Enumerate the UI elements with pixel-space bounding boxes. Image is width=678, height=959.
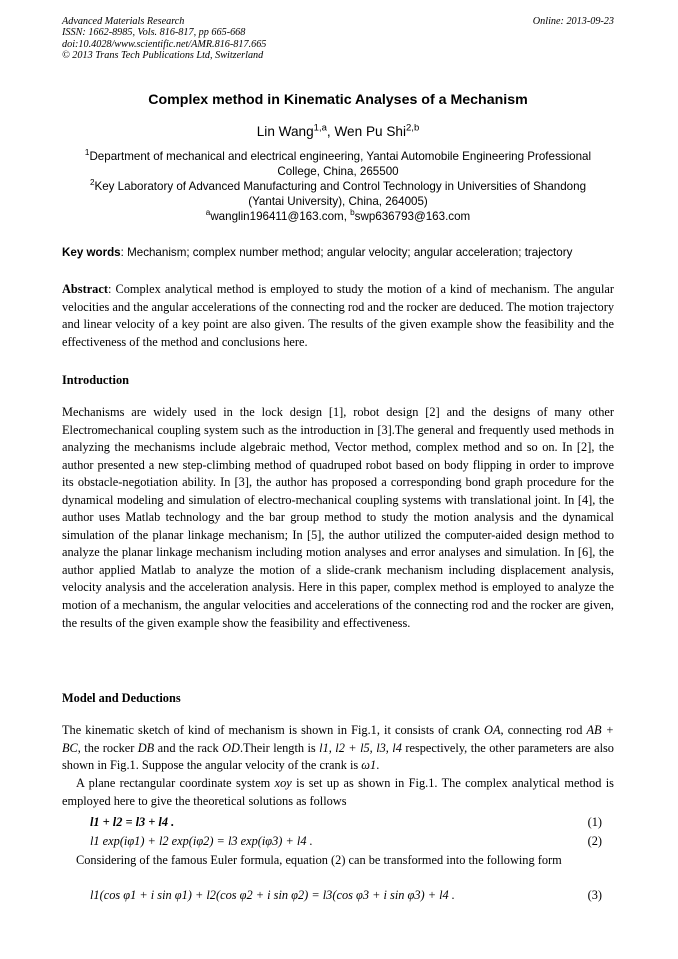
model-paragraph-2 bbox=[62, 775, 614, 810]
text-run: .Their length is bbox=[239, 740, 320, 755]
affiliation-text: (Yantai University), China, 264005) bbox=[248, 194, 428, 208]
author-sup: 1,a bbox=[313, 122, 327, 134]
affiliation-text: Department of mechanical and electrical engineering, Yantai Automobile Engineering Professional bbox=[89, 150, 592, 163]
equation-3 bbox=[62, 888, 614, 906]
keywords-label: Key words bbox=[62, 246, 121, 259]
author-sup: 2,b bbox=[406, 122, 420, 134]
section-heading-model: Model and Deductions bbox=[62, 691, 181, 705]
introduction-paragraph: Mechanisms are widely used in the lock design [1], robot design [2] and the designs of many other Electromechanical coupling system such as the introduction in [3].The general and frequently used methods in analyzing the mechanisms include algebraic method, Vector method, complex method and so on. In [2], the author presented a new step-climbing method of quadruped robot based on body flipping in order to improve its obstacle-negotiation ability. In [3], the author has proposed a corresponding bond graph procedure for the dynamical modeling and simulation of electro-mechanical coupling systems with translational joint. In [4], the author uses Matlab technology and the bar group method to study the motion analysis and the dynamical simulation of the planar linkage mechanism; In [5], the author utilized the computer-aided design method to analyze the planar linkage mechanism including motion analyses and error analyses and simulation. In [6], the author applied Matlab to analyze the motion of a slide-crank mechanism including displacement analysis, velocity analysis and the acceleration analysis. Here in this paper, complex method is employed to analyze the motion of a mechanism, the angular velocities and accelerations of the connecting rod and the rocker are given, the results of the given example show the feasibility and effectiveness. bbox=[62, 405, 614, 630]
abstract-text: : Complex analytical method is employed to study the motion of a kind of mechanism. The angular velocities and the angular accelerations of the connecting rod and the rocker are deduced. The motion trajectory and linear velocity of a key point are also given. The results of the given example show the feasibility and the effectiveness of the method and conclusions here. bbox=[62, 282, 614, 349]
email-line bbox=[62, 210, 614, 225]
email-sup: a bbox=[205, 208, 211, 218]
equation-expression: l1(cos φ1 + i sin φ1) + l2(cos φ2 + i sin φ2) = l3(cos φ3 + i sin φ3) + l4 . bbox=[90, 888, 455, 902]
text-run: respectively, the other parameters are also shown in Fig.1. Suppose the angular velocity of the crank is bbox=[62, 740, 614, 773]
section-heading-introduction: Introduction bbox=[62, 373, 129, 387]
equation-expression: l1 exp(iφ1) + l2 exp(iφ2) = l3 exp(iφ3) + l4 . bbox=[90, 834, 313, 848]
equation-number: (3) bbox=[587, 888, 602, 902]
paper-title: Complex method in Kinematic Analyses of a Mechanism bbox=[148, 92, 528, 108]
math-symbol: l1, l2 + l5, l3, l4 bbox=[319, 740, 402, 755]
affiliation-2 bbox=[62, 180, 614, 210]
text-run: , the rocker bbox=[77, 740, 138, 755]
abstract-label: Abstract bbox=[62, 282, 108, 296]
copyright-line: © 2013 Trans Tech Publications Ltd, Switzerland bbox=[62, 50, 264, 62]
math-symbol: DB bbox=[137, 740, 155, 755]
keywords-text: : Mechanism; complex number method; angular velocity; angular acceleration; trajectory bbox=[120, 246, 573, 259]
text-run: is set up as shown in Fig.1. The complex analytical method is employed here to give the theoretical solutions as follows bbox=[62, 776, 614, 808]
equation-number: (1) bbox=[587, 815, 602, 829]
affiliation-sup: 1 bbox=[84, 148, 90, 158]
keywords bbox=[62, 246, 614, 259]
journal-header bbox=[62, 16, 614, 62]
author-name: Lin Wang bbox=[256, 124, 314, 139]
online-date: Online: 2013-09-23 bbox=[532, 16, 614, 27]
author-name: Wen Pu Shi bbox=[334, 124, 407, 139]
affiliation-text: Key Laboratory of Advanced Manufacturing and Control Technology in Universities of Shandong bbox=[94, 180, 587, 193]
author-line bbox=[62, 124, 614, 139]
equation-2 bbox=[62, 834, 614, 852]
affiliation-1 bbox=[62, 150, 614, 180]
text-run: The kinematic sketch of kind of mechanism is shown in Fig.1, it consists of crank bbox=[62, 723, 485, 737]
email-address: wanglin196411@163.com, bbox=[210, 210, 351, 223]
abstract bbox=[62, 281, 614, 351]
journal-name: Advanced Materials Research bbox=[62, 16, 185, 27]
equation-1 bbox=[62, 815, 614, 833]
equation-expression: l1 + l2 = l3 + l4 . bbox=[90, 815, 175, 829]
model-paragraph-3: Considering of the famous Euler formula, equation (2) can be transformed into the following form bbox=[76, 853, 562, 867]
doi-line: doi:10.4028/www.scientific.net/AMR.816-817.665 bbox=[62, 38, 267, 50]
text-run: , connecting rod bbox=[500, 723, 587, 737]
issn-line: ISSN: 1662-8985, Vols. 816-817, pp 665-668 bbox=[62, 27, 246, 39]
math-symbol: OD bbox=[222, 740, 240, 755]
email-address: swp636793@163.com bbox=[354, 210, 471, 223]
math-symbol: OA bbox=[484, 723, 501, 737]
math-symbol: ω1 bbox=[361, 758, 377, 773]
text-run: and the rack bbox=[154, 740, 223, 755]
equation-number: (2) bbox=[587, 834, 602, 848]
affiliation-sup: 2 bbox=[89, 178, 95, 188]
affiliation-text: College, China, 265500 bbox=[277, 164, 399, 178]
text-run: A plane rectangular coordinate system bbox=[76, 776, 275, 790]
email-sup: b bbox=[350, 208, 355, 218]
model-paragraph-1 bbox=[62, 722, 614, 775]
text-run: . bbox=[376, 758, 380, 773]
math-symbol: xoy bbox=[274, 776, 292, 790]
author-separator: , bbox=[326, 124, 335, 139]
math-symbol: AB + BC bbox=[62, 723, 615, 755]
